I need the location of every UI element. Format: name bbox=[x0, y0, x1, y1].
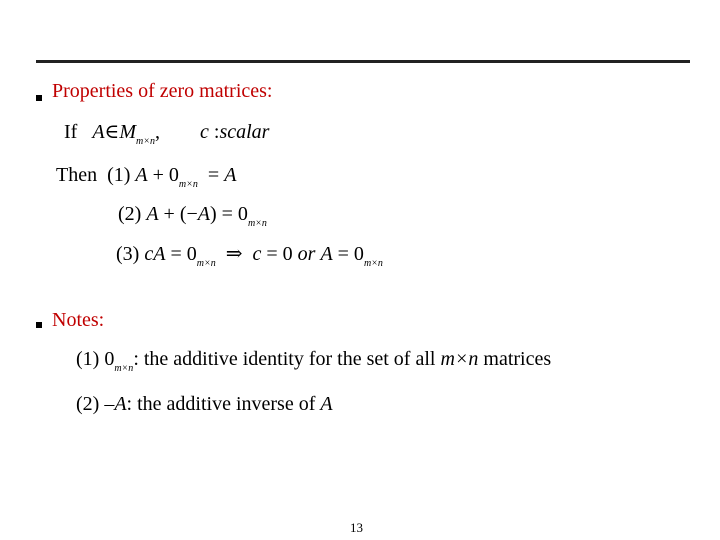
label-3: (3) bbox=[116, 243, 140, 265]
then-word: Then bbox=[56, 164, 98, 186]
note-1-subscript: m×n bbox=[114, 363, 134, 374]
or-word: or bbox=[297, 243, 316, 265]
note-1 bbox=[76, 348, 551, 374]
var-m: M bbox=[119, 121, 137, 143]
subscript-mn: m×n bbox=[247, 218, 267, 229]
var-a: A bbox=[197, 203, 210, 225]
property-1: Then (1) $A + 0_{m\times n} = A$ bbox=[56, 164, 237, 190]
bullet-marker bbox=[36, 95, 42, 101]
bullet-marker bbox=[36, 322, 42, 328]
note-1-tail: matrices bbox=[478, 348, 552, 370]
var-a: A bbox=[320, 243, 333, 265]
note-2 bbox=[76, 393, 333, 416]
if-line: If $A\in M_{m\times n}$, c :scalar bbox=[64, 121, 270, 147]
var-a: A bbox=[153, 243, 166, 265]
note-1-text: : the additive identity for the set of all bbox=[133, 348, 441, 370]
note-1-label: (1) 0 bbox=[76, 348, 115, 370]
label-2: (2) bbox=[118, 203, 142, 225]
note-2-var: A bbox=[114, 393, 127, 415]
var-c: c bbox=[252, 243, 262, 265]
subscript-mn: m×n bbox=[363, 258, 383, 269]
var-a: A bbox=[135, 164, 148, 186]
subscript-mn: m×n bbox=[196, 258, 216, 269]
heading-properties: Properties of zero matrices: bbox=[52, 80, 273, 102]
subscript-mn: m×n bbox=[136, 136, 156, 147]
var-a: A bbox=[224, 164, 237, 186]
subscript-mn: m×n bbox=[178, 179, 198, 190]
label-1: (1) bbox=[107, 164, 131, 186]
var-c: c bbox=[144, 243, 154, 265]
if-word: If bbox=[64, 121, 78, 143]
note-2-label: (2) – bbox=[76, 393, 115, 415]
var-c: c bbox=[200, 121, 209, 143]
property-3: (3) cA = $0_{m\times n}$ ⇒ c = 0 or $A = 0_{m\times n}$ bbox=[116, 243, 383, 269]
page-number: 13 bbox=[350, 520, 363, 535]
top-rule bbox=[36, 60, 690, 63]
var-a: A bbox=[146, 203, 159, 225]
note-2-text: : the additive inverse of bbox=[126, 393, 321, 415]
var-a: A bbox=[92, 121, 105, 143]
note-2-var2: A bbox=[320, 393, 333, 415]
note-1-mn: m×n bbox=[440, 348, 479, 370]
scalar-word: scalar bbox=[219, 121, 270, 143]
heading-notes: Notes: bbox=[52, 309, 105, 331]
property-2: (2) $A + (-A) = 0_{m\times n}$ bbox=[118, 203, 267, 229]
